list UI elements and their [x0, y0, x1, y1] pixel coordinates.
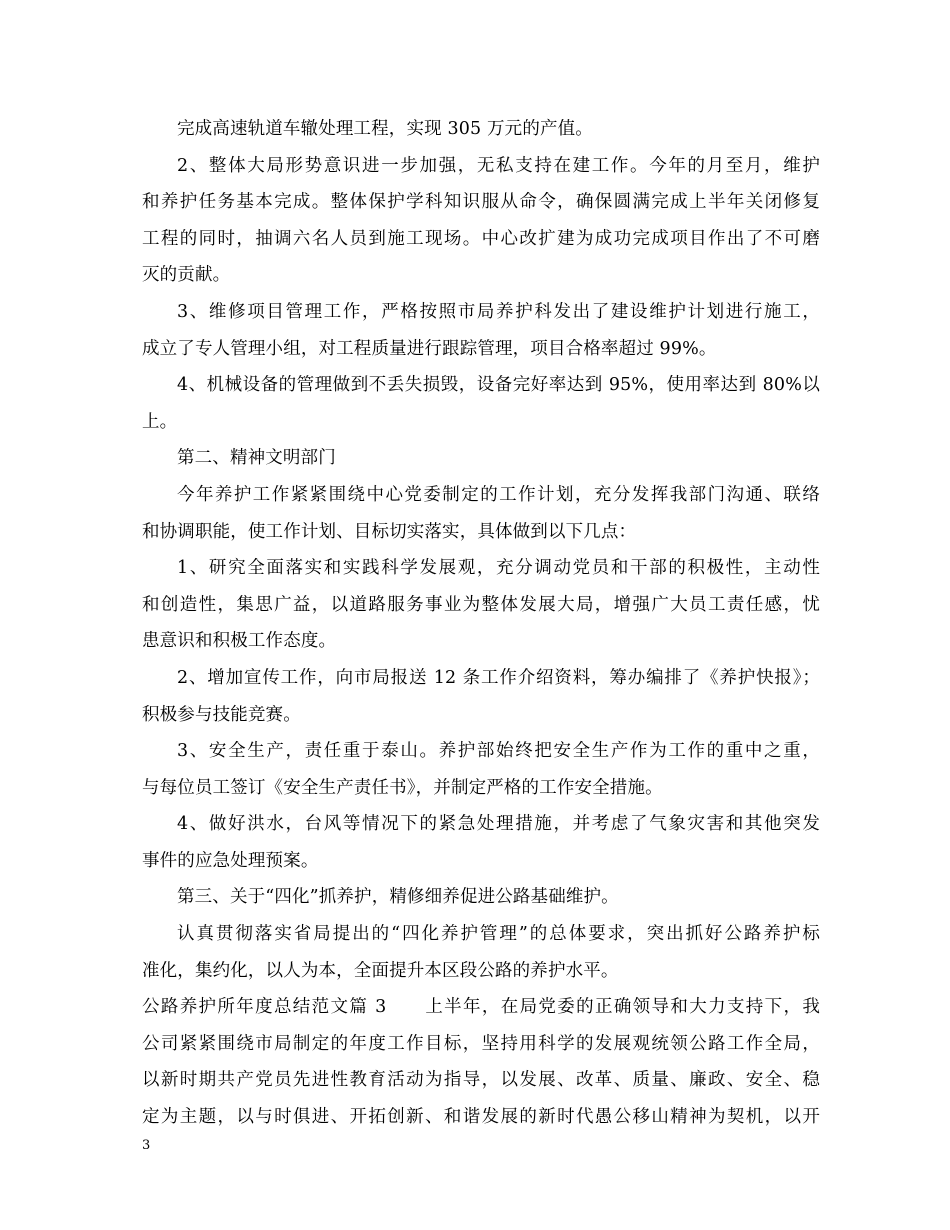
paragraph-line: 3、维修项目管理工作，严格按照市局养护科发出了建设维护计划进行施工，	[177, 301, 820, 322]
paragraph-line: 2、整体大局形势意识进一步加强，无私支持在建工作。今年的月至月，维护	[177, 155, 820, 176]
paragraph-line: 认真贯彻落实省局提出的“四化养护管理”的总体要求，突出抓好公路养护标	[177, 924, 820, 945]
paragraph-line: 患意识和积极工作态度。	[142, 631, 337, 652]
paragraph-line: 和创造性，集思广益，以道路服务事业为整体发展大局，增强广大员工责任感，忧	[142, 594, 820, 615]
paragraph-line: 3、安全生产，责任重于泰山。养护部始终把安全生产作为工作的重中之重，	[177, 741, 820, 762]
paragraph-line: 积极参与技能竞赛。	[142, 704, 301, 725]
paragraph-line: 和养护任务基本完成。整体保护学科知识服从命令，确保圆满完成上半年关闭修复	[142, 192, 820, 213]
paragraph-line: 1、研究全面落实和实践科学发展观，充分调动党员和干部的积极性，主动性	[177, 558, 820, 579]
paragraph-line: 4、机械设备的管理做到不丢失损毁，设备完好率达到 95%，使用率达到 80%以	[177, 375, 820, 396]
page-number: 3	[142, 1138, 151, 1153]
document-body	[142, 111, 820, 1136]
paragraph-line: 公司紧紧围绕市局制定的年度工作目标，坚持用科学的发展观统领公路工作全局，	[142, 1033, 820, 1054]
paragraph-line: 工程的同时，抽调六名人员到施工现场。中心改扩建为成功完成项目作出了不可磨	[142, 228, 820, 249]
paragraph-line: 定为主题，以与时俱进、开拓创新、和谐发展的新时代愚公移山精神为契机，以开	[142, 1107, 820, 1128]
paragraph-line: 公路养护所年度总结范文篇 3 上半年，在局党委的正确领导和大力支持下，我	[142, 997, 820, 1018]
paragraph-line: 成立了专人管理小组，对工程质量进行跟踪管理，项目合格率超过 99%。	[142, 338, 717, 359]
section-heading: 第二、精神文明部门	[177, 448, 336, 469]
paragraph-line: 完成高速轨道车辙处理工程，实现 305 万元的产值。	[177, 119, 593, 139]
paragraph-line: 与每位员工签订《安全生产责任书》，并制定严格的工作安全措施。	[142, 777, 663, 798]
paragraph-line: 上。	[142, 411, 178, 432]
section-heading: 第三、关于“四化”抓养护，精修细养促进公路基础维护。	[177, 887, 619, 908]
paragraph-line: 灭的贡献。	[142, 265, 231, 286]
paragraph-line: 4、做好洪水，台风等情况下的紧急处理措施，并考虑了气象灾害和其他突发	[177, 814, 820, 835]
paragraph-line: 事件的应急处理预案。	[142, 850, 319, 871]
paragraph-line: 以新时期共产党员先进性教育活动为指导，以发展、改革、质量、廉政、安全、稳	[142, 1070, 820, 1091]
paragraph-line: 准化，集约化，以人为本，全面提升本区段公路的养护水平。	[142, 960, 619, 981]
paragraph-line: 2、增加宣传工作，向市局报送 12 条工作介绍资料，筹办编排了《养护快报》；	[177, 667, 820, 688]
paragraph-line: 和协调职能，使工作计划、目标切实落实，具体做到以下几点：	[142, 521, 637, 542]
paragraph-line: 今年养护工作紧紧围绕中心党委制定的工作计划，充分发挥我部门沟通、联络	[177, 484, 820, 505]
